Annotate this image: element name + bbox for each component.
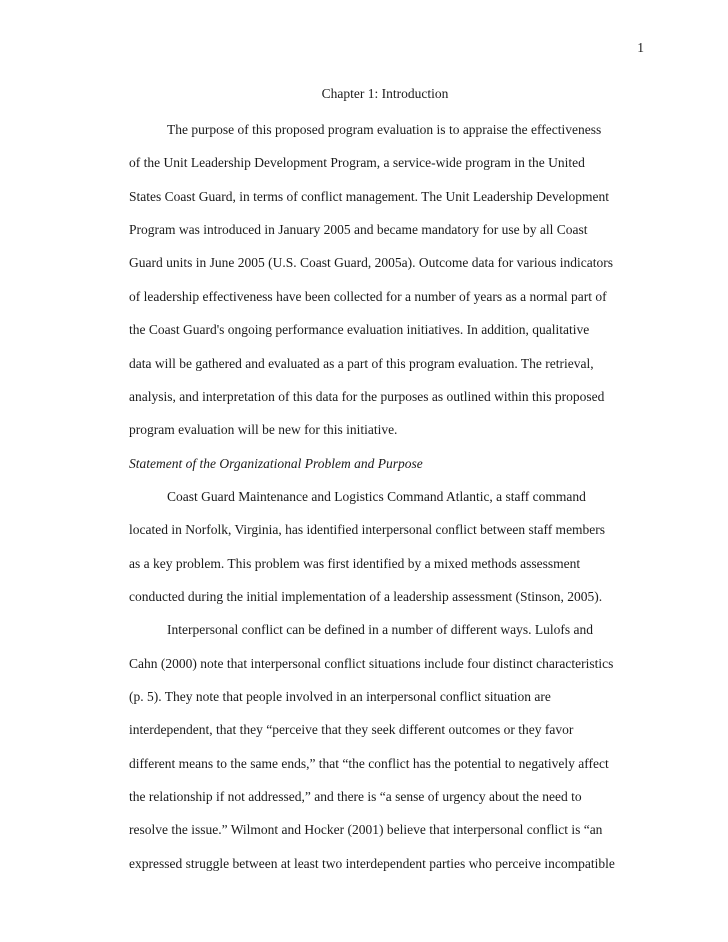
- text-line: located in Norfolk, Virginia, has identified interpersonal conflict between staff members: [129, 522, 606, 538]
- text-line: States Coast Guard, in terms of conflict management. The Unit Leadership Development: [129, 188, 609, 204]
- text-line: Cahn (2000) note that interpersonal conflict situations include four distinct characteristics: [129, 655, 614, 671]
- text-line: The purpose of this proposed program evaluation is to appraise the effectiveness: [167, 122, 602, 137]
- text-line: interdependent, that they “perceive that they seek different outcomes or they favor: [129, 722, 574, 738]
- text-line: (p. 5). They note that people involved in an interpersonal conflict situation are: [129, 689, 551, 704]
- text-line: Coast Guard Maintenance and Logistics Command Atlantic, a staff command: [167, 488, 586, 504]
- page-number: 1: [637, 40, 644, 55]
- text-line: Guard units in June 2005 (U.S. Coast Guard, 2005a). Outcome data for various indicators: [129, 255, 614, 271]
- text-line: program evaluation will be new for this initiative.: [129, 422, 398, 438]
- text-line: the Coast Guard's ongoing performance evaluation initiatives. In addition, qualitative: [129, 322, 590, 338]
- section-heading: Statement of the Organizational Problem and Purpose: [129, 455, 423, 471]
- text-line: of the Unit Leadership Development Program, a service-wide program in the United: [129, 155, 585, 171]
- text-line: resolve the issue.” Wilmont and Hocker (2001) believe that interpersonal conflict is “an: [129, 822, 603, 838]
- text-line: different means to the same ends,” that “the conflict has the potential to negatively affect: [129, 755, 609, 771]
- chapter-title: Chapter 1: Introduction: [321, 86, 449, 101]
- text-line: of leadership effectiveness have been collected for a number of years as a normal part of: [129, 288, 607, 304]
- text-line: as a key problem. This problem was first identified by a mixed methods assessment: [129, 555, 581, 571]
- text-line: conducted during the initial implementation of a leadership assessment (Stinson, 2005).: [129, 588, 603, 604]
- text-line: analysis, and interpretation of this data for the purposes as outlined within this proposed: [129, 388, 605, 404]
- text-line: Program was introduced in January 2005 and became mandatory for use by all Coast: [129, 222, 588, 238]
- text-line: expressed struggle between at least two interdependent parties who perceive incompatible: [129, 855, 615, 871]
- text-line: Interpersonal conflict can be defined in a number of different ways. Lulofs and: [167, 622, 593, 638]
- text-line: the relationship if not addressed,” and there is “a sense of urgency about the need to: [129, 789, 582, 804]
- text-line: data will be gathered and evaluated as a part of this program evaluation. The retrieval,: [129, 355, 594, 371]
